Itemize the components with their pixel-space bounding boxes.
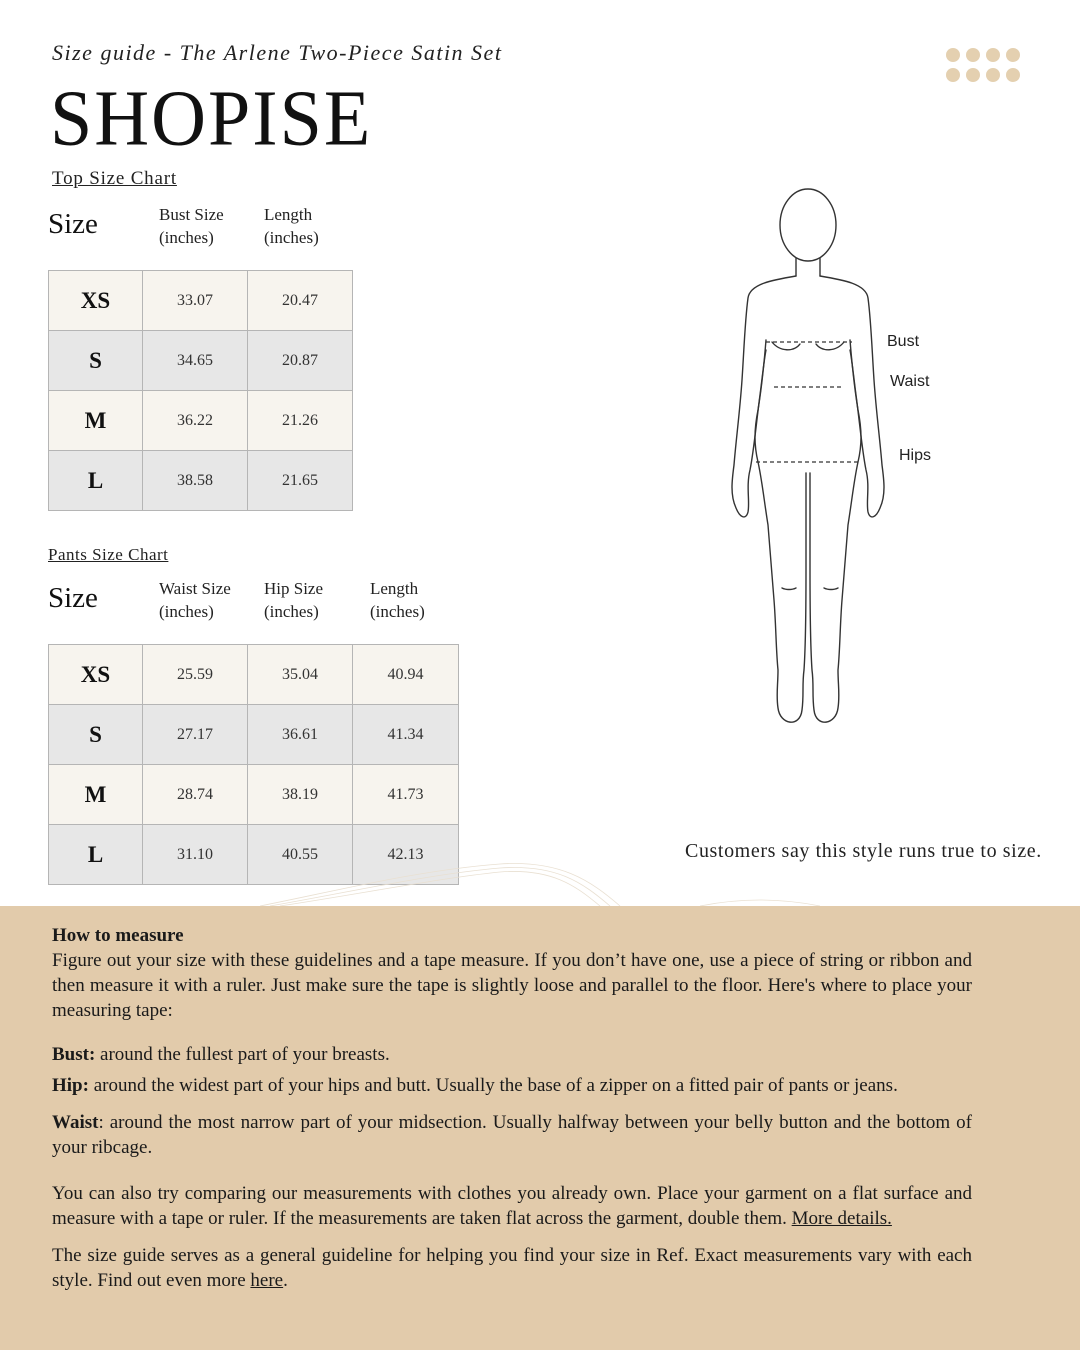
pants-col-hip-header: Hip Size (inches) [264, 579, 324, 621]
table-cell: 21.26 [248, 391, 353, 451]
table-cell: 42.13 [353, 825, 459, 885]
pants-size-chart-link[interactable]: Pants Size Chart [48, 545, 169, 564]
pants-size-header: Size [48, 582, 98, 614]
size-label: S [49, 331, 143, 391]
table-cell: 38.58 [143, 451, 248, 511]
page-subtitle: Size guide - The Arlene Two-Piece Satin Set [52, 40, 503, 65]
top-size-header: Size [48, 208, 98, 240]
waist-instruction: Waist: around the most narrow part of your midsection. Usually halfway between your belly button and the bottom of your ribcage. [52, 1112, 972, 1158]
table-cell: 33.07 [143, 271, 248, 331]
table-cell: 20.87 [248, 331, 353, 391]
bust-instruction: Bust: around the fullest part of your breasts. [52, 1044, 390, 1065]
table-cell: 36.61 [248, 705, 353, 765]
fit-note: Customers say this style runs true to size. [685, 840, 1042, 862]
table-cell: 31.10 [143, 825, 248, 885]
table-cell: 35.04 [248, 645, 353, 705]
table-row [49, 451, 353, 511]
size-label: XS [49, 271, 143, 331]
table-cell: 41.34 [353, 705, 459, 765]
size-label: M [49, 765, 143, 825]
table-cell: 36.22 [143, 391, 248, 451]
top-size-table [48, 270, 353, 511]
pants-col-length-header: Length (inches) [370, 579, 425, 621]
table-row [49, 645, 459, 705]
top-size-chart-link[interactable]: Top Size Chart [52, 168, 177, 189]
pants-col-waist-header: Waist Size (inches) [159, 579, 231, 621]
here-link[interactable]: here [250, 1270, 284, 1291]
compare-paragraph: You can also try comparing our measurements with clothes you already own. Place your garment on a flat surface and measure with a tape or ruler. If the measurements are taken flat across the garment, double them. More details. [52, 1183, 972, 1229]
bust-label: Bust [887, 333, 920, 350]
table-cell: 25.59 [143, 645, 248, 705]
table-cell: 21.65 [248, 451, 353, 511]
body-measurement-figure [720, 180, 960, 740]
table-row [49, 705, 459, 765]
table-row [49, 391, 353, 451]
hips-label: Hips [899, 447, 932, 464]
size-label: XS [49, 645, 143, 705]
table-cell: 40.55 [248, 825, 353, 885]
table-cell: 27.17 [143, 705, 248, 765]
size-label: M [49, 391, 143, 451]
table-cell: 40.94 [353, 645, 459, 705]
measure-heading: How to measure [52, 925, 184, 946]
table-cell: 41.73 [353, 765, 459, 825]
more-details-link[interactable]: More details. [791, 1208, 892, 1229]
brand-logo: SHOPISE [50, 73, 373, 163]
guide-paragraph: The size guide serves as a general guideline for helping you find your size in Ref. Exact measurements vary with each style. Find out even more here. [52, 1245, 972, 1291]
table-row [49, 765, 459, 825]
decorative-dots [946, 48, 1026, 82]
size-label: L [49, 825, 143, 885]
table-row [49, 331, 353, 391]
table-cell: 34.65 [143, 331, 248, 391]
how-to-measure-panel [0, 906, 1080, 1350]
table-cell: 28.74 [143, 765, 248, 825]
table-cell: 20.47 [248, 271, 353, 331]
size-label: S [49, 705, 143, 765]
measure-intro: Figure out your size with these guidelines and a tape measure. If you don’t have one, use a piece of string or ribbon and then measure it with a ruler. Just make sure the tape is slightly loose and parallel to the floor. Here's where to place your measuring tape: [52, 950, 972, 1021]
top-col-bust-header: Bust Size (inches) [159, 205, 224, 247]
top-col-length-header: Length (inches) [264, 205, 319, 247]
hip-instruction: Hip: around the widest part of your hips and butt. Usually the base of a zipper on a fitted pair of pants or jeans. [52, 1075, 898, 1096]
waist-label: Waist [890, 373, 930, 390]
size-label: L [49, 451, 143, 511]
pants-size-table [48, 644, 459, 885]
table-row [49, 271, 353, 331]
table-cell: 38.19 [248, 765, 353, 825]
decorative-wave-icon [260, 850, 820, 910]
